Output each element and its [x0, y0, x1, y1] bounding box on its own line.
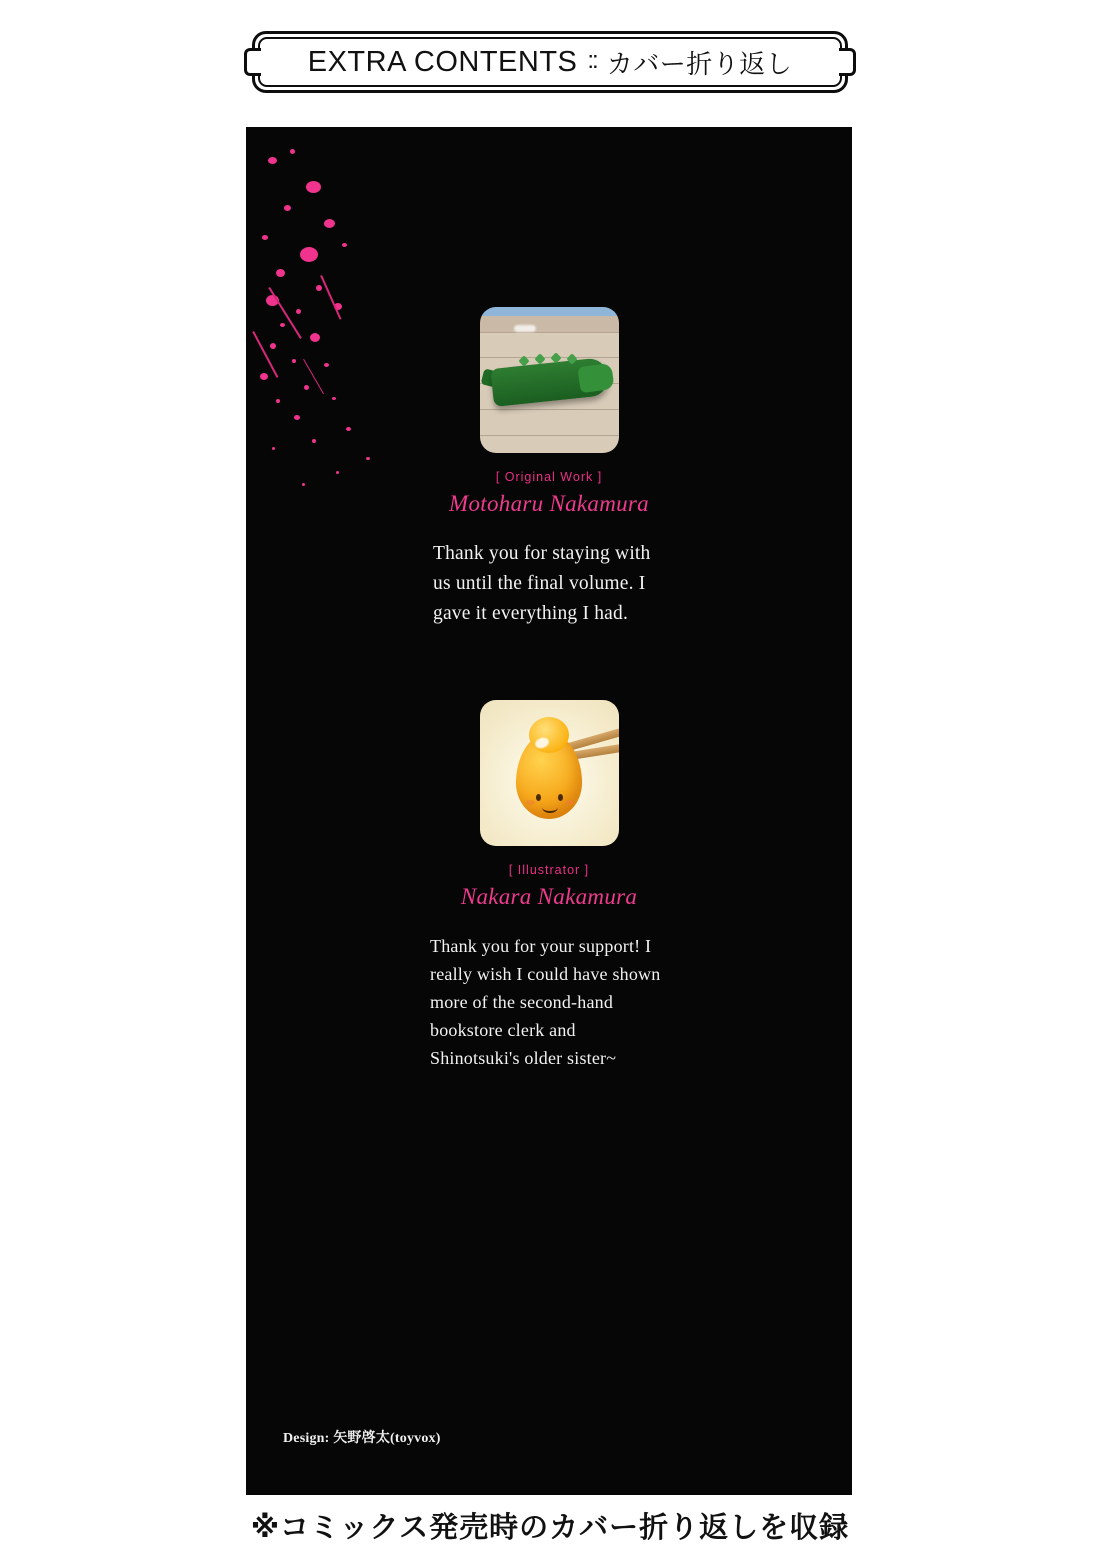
credit-block-illustrator: [246, 700, 852, 1072]
design-credit-studio: (toyvox): [390, 1431, 441, 1446]
page-title-japanese: カバー折り返し: [606, 49, 793, 80]
crocodile-photo-thumbnail: [480, 307, 619, 453]
cover-flap-panel: [246, 127, 852, 1495]
design-credit: [283, 1427, 441, 1447]
design-credit-label: Design:: [283, 1431, 330, 1446]
egg-character-thumbnail: [480, 700, 619, 846]
person-name-original-work: Motoharu Nakamura: [449, 491, 649, 516]
person-name-illustrator: Nakara Nakamura: [460, 884, 638, 909]
message-illustrator: Thank you for your support! I really wish I could have shown more of the second-hand bookstore clerk and Shinotsuki's older sister~: [430, 936, 661, 1068]
extra-contents-banner: [252, 31, 848, 93]
page-title-english: EXTRA CONTENTS: [307, 45, 578, 78]
page-title: [252, 31, 848, 93]
title-separator-icon: ::: [587, 47, 597, 74]
credit-block-original-work: [246, 307, 852, 629]
role-label-illustrator: [ Illustrator ]: [508, 863, 590, 877]
design-credit-name: 矢野啓太: [333, 1430, 391, 1446]
message-original-work: Thank you for staying with us until the final volume. I gave it everything I had.: [433, 543, 651, 624]
role-label-original-work: [ Original Work ]: [495, 470, 603, 484]
footer-note: ※コミックス発売時のカバー折り返しを収録: [250, 1510, 850, 1544]
